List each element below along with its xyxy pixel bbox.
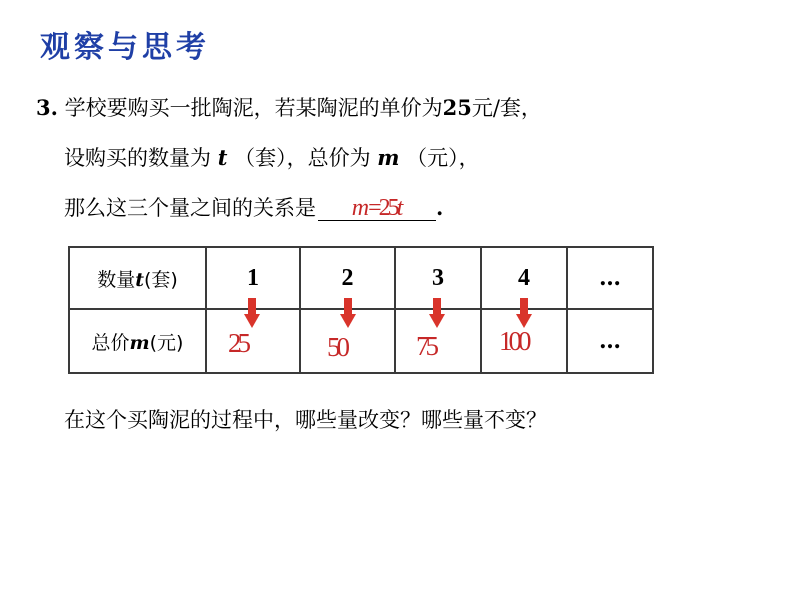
problem-line-1 xyxy=(36,92,542,122)
total-value: 100 xyxy=(499,326,528,356)
total-row-label xyxy=(69,309,206,373)
variable-m: m xyxy=(377,145,400,170)
quantity-label-var: t xyxy=(135,268,144,291)
quantity-cell xyxy=(300,247,395,309)
total-cell xyxy=(395,309,481,373)
problem-text-2b: （套），总价为 xyxy=(227,146,378,170)
quantity-cell xyxy=(206,247,300,309)
problem-text-2c: （元）， xyxy=(399,146,480,170)
total-cell xyxy=(300,309,395,373)
total-ellipsis: … xyxy=(567,309,653,373)
quantity-label-unit: (套) xyxy=(143,268,178,291)
quantity-cell xyxy=(481,247,567,309)
total-value: 50 xyxy=(327,332,346,362)
sentence-end: . xyxy=(436,195,444,220)
problem-text-3a: 那么这三个量之间的关系是 xyxy=(64,196,316,220)
total-cell xyxy=(206,309,300,373)
unit-price: 25 xyxy=(442,95,472,120)
quantity-ellipsis: … xyxy=(567,247,653,309)
quantity-value: 2 xyxy=(341,264,354,291)
answer-equals: = xyxy=(368,195,379,221)
variable-t: t xyxy=(217,145,228,170)
page-title: 观察与思考 xyxy=(40,30,210,65)
answer-number: 25 xyxy=(378,195,397,221)
problem-text-1b: 元/套， xyxy=(471,96,542,120)
quantity-cell xyxy=(395,247,481,309)
quantity-value: 4 xyxy=(518,264,530,291)
problem-line-2 xyxy=(64,142,480,172)
quantity-row xyxy=(69,247,653,309)
problem-number: 3. xyxy=(36,95,58,120)
problem-text-2a: 设购买的数量为 xyxy=(64,146,218,170)
total-value: 25 xyxy=(228,328,247,358)
answer-blank xyxy=(318,196,436,221)
total-row xyxy=(69,309,653,373)
quantity-value: 3 xyxy=(432,264,444,291)
total-label-text: 总价 xyxy=(91,331,130,354)
problem-text-1a: 学校要购买一批陶泥，若某陶泥的单价为 xyxy=(64,96,443,120)
reflection-question: 在这个买陶泥的过程中，哪些量改变？哪些量不变？ xyxy=(64,408,547,432)
quantity-row-label xyxy=(69,247,206,309)
problem-line-3 xyxy=(64,192,443,222)
total-cell xyxy=(481,309,567,373)
total-value: 75 xyxy=(416,331,435,361)
answer-var-m: m xyxy=(351,195,369,221)
total-label-unit: (元) xyxy=(149,331,184,354)
quantity-label-text: 数量 xyxy=(97,268,136,291)
answer-var-t: t xyxy=(396,195,403,221)
quantity-value: 1 xyxy=(247,264,259,291)
total-label-var: m xyxy=(129,331,150,354)
value-table xyxy=(68,246,654,374)
